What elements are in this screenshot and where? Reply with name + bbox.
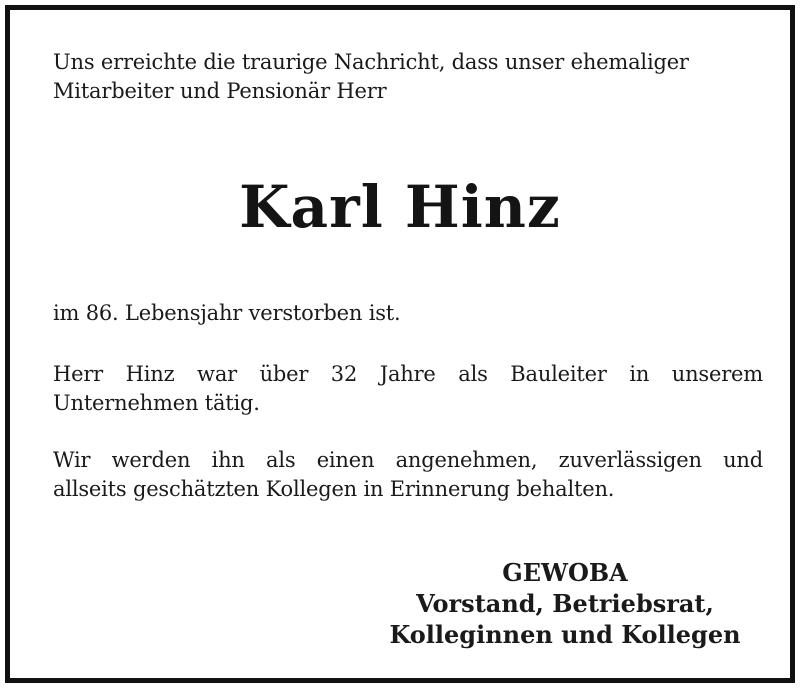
remembrance-line-2: allseits geschätzten Kollegen in Erinnerung behalten. [53, 477, 615, 501]
signature-block [360, 557, 770, 650]
signature-line-2: Vorstand, Betriebsrat, [416, 589, 714, 618]
remembrance-paragraph [53, 446, 763, 504]
tenure-paragraph [53, 360, 763, 418]
signature-line-3: Kolleginnen und Kollegen [389, 620, 741, 649]
obituary-notice [5, 5, 795, 683]
remembrance-line-1: Wir werden ihn als einen angenehmen, zuverlässigen und [53, 448, 763, 472]
tenure-line-2: Unternehmen tätig. [53, 391, 260, 415]
tenure-line-1: Herr Hinz war über 32 Jahre als Bauleiter in unserem [53, 362, 763, 386]
deceased-name: Karl Hinz [239, 173, 561, 241]
intro-line-1: Uns erreichte die traurige Nachricht, dass unser ehemaliger [53, 50, 689, 74]
intro-line-2: Mitarbeiter und Pensionär Herr [53, 79, 387, 103]
age-statement [53, 299, 763, 328]
signature-organization: GEWOBA [502, 558, 628, 587]
age-line: im 86. Lebensjahr verstorben ist. [53, 301, 401, 325]
intro-text [53, 48, 763, 106]
